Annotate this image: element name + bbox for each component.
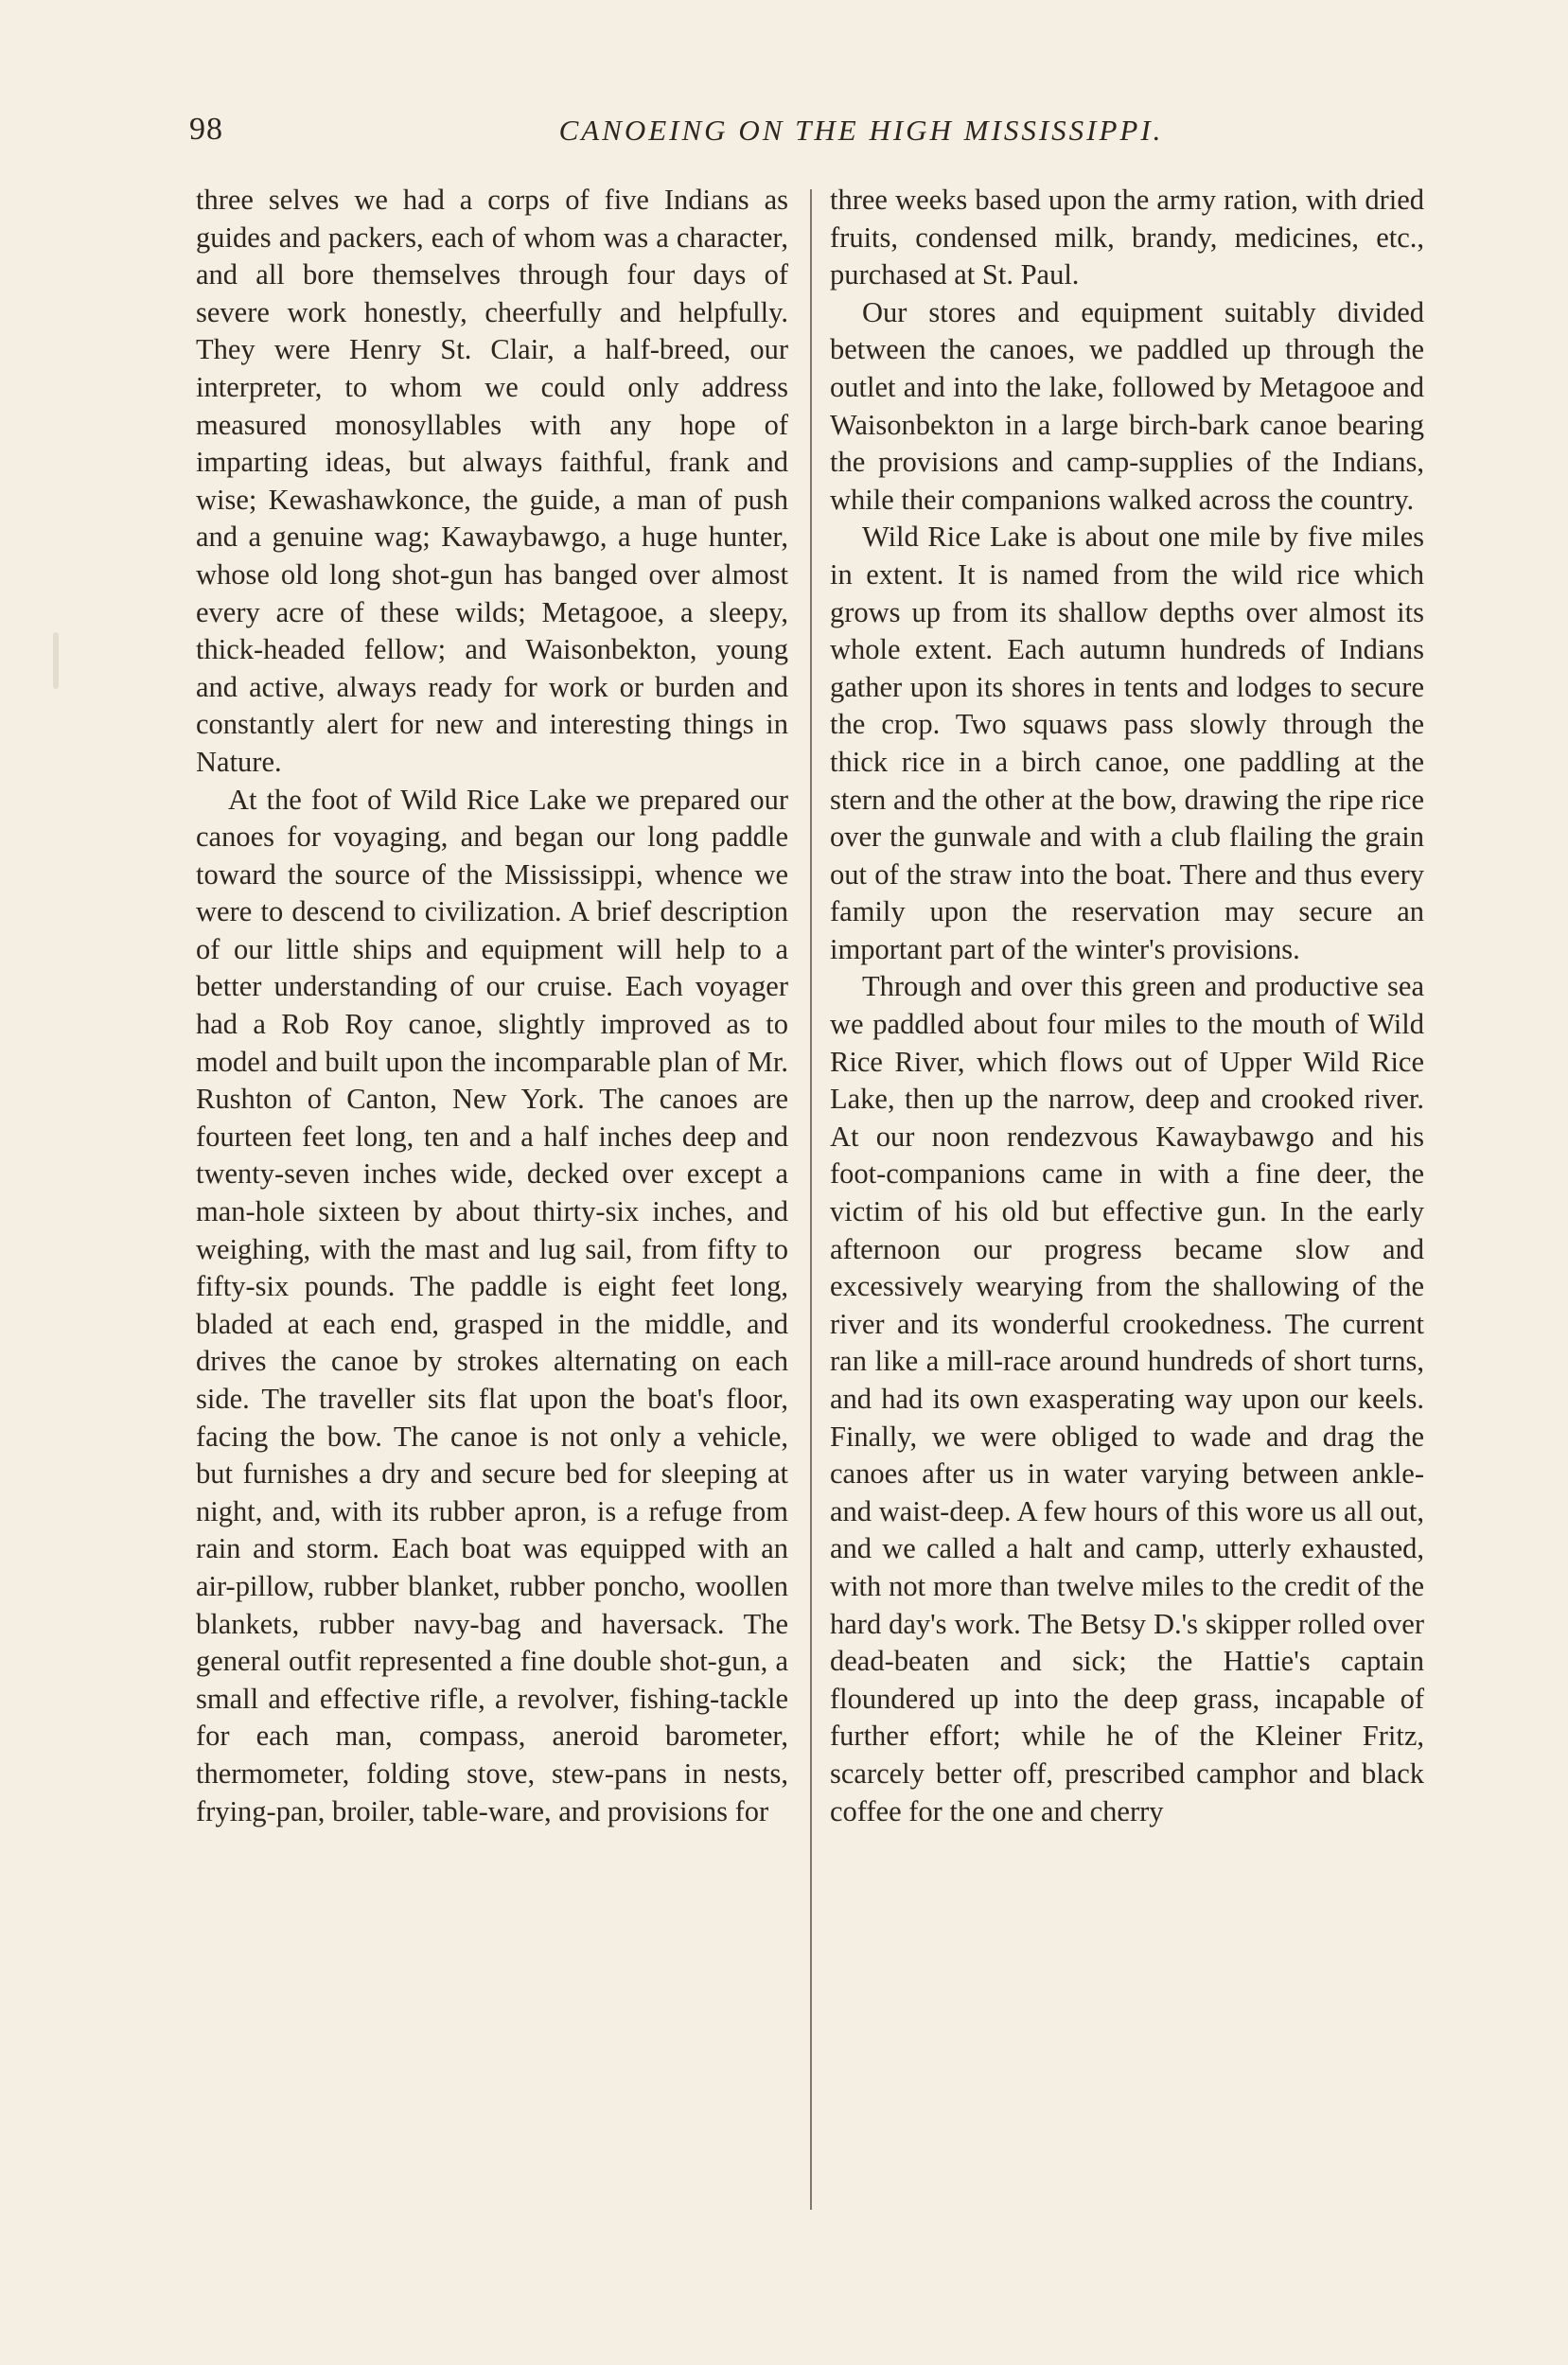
paragraph: At the foot of Wild Rice Lake we prepared our canoes for voyaging, and began our long paddle toward the source of the Mississippi, whence we were to descend to civilization. A brief description of our little ships and equipment will help to a better understanding of our cruise. Each voyager had a Rob Roy canoe, slightly improved as to model and built upon the incomparable plan of Mr. Rushton of Canton, New York. The canoes are fourteen feet long, ten and a half inches deep and twenty-seven inches wide, decked over except a man-hole sixteen by about thirty-six inches, and weighing, with the mast and lug sail, from fifty to fifty-six pounds. The paddle is eight feet long, bladed at each end, grasped in the middle, and drives the canoe by strokes alternating on each side. The traveller sits flat upon the boat's floor, facing the bow. The canoe is not only a vehicle, but furnishes a dry and secure bed for sleeping at night, and, with its rubber apron, is a refuge from rain and storm. Each boat was equipped with an air-pillow, rubber blanket, rubber poncho, woollen blankets, rubber navy-bag and haversack. The general outfit represented a fine double shot-gun, a small and effective rifle, a revolver, fishing-tackle for each man, compass, aneroid barometer, thermometer, folding stove, stew-pans in nests, frying-pan, broiler, table-ware, and provisions for — [196, 783, 788, 1827]
paragraph: three selves we had a corps of five Indians as guides and packers, each of whom was a character, and all bore themselves through four days of severe work honestly, cheerfully and helpfully. They were Henry St. Clair, a half-breed, our interpreter, to whom we could only address measured monosyllables with any hope of imparting ideas, but always faithful, frank and wise; Kewashawkonce, the guide, a man of push and a genuine wag; Kawaybawgo, a huge hunter, whose old long shot-gun has banged over almost every acre of these wilds; Metagooe, a sleepy, thick-headed fellow; and Waisonbekton, young and active, always ready for work or burden and constantly alert for new and interesting things in Nature. — [196, 184, 788, 778]
page-number: 98 — [189, 112, 223, 147]
paragraph: Wild Rice Lake is about one mile by five miles in extent. It is named from the wild rice which grows up from its shallow depths over almost its whole extent. Each autumn hundreds of Indians gather upon its shores in tents and lodges to secure the crop. Two squaws pass slowly through the thick rice in a birch canoe, one paddling at the stern and the other at the bow, drawing the ripe rice over the gunwale and with a club flailing the grain out of the straw into the boat. There and thus every family upon the reservation may secure an important part of the winter's provisions. — [830, 521, 1424, 965]
page-header — [189, 112, 1429, 159]
running-title: CANOEING ON THE HIGH MISSISSIPPI. — [558, 114, 1164, 147]
margin-speck — [53, 632, 59, 689]
paragraph: Through and over this green and productive sea we paddled about four miles to the mouth of Wild Rice River, which flows out of Upper Wild Rice Lake, then up the narrow, deep and crooked river. At our noon rendezvous Kawaybawgo and his foot-companions came in with a fine deer, the victim of his old but effective gun. In the early afternoon our progress became slow and excessively wearying from the shallowing of the river and its wonderful crookedness. The current ran like a mill-race around hundreds of short turns, and had its own exasperating way upon our keels. Finally, we were obliged to wade and drag the canoes after us in water varying between ankle- and waist-deep. A few hours of this wore us all out, and we called a halt and camp, utterly exhausted, with not more than twelve miles to the credit of the hard day's work. The Betsy D.'s skipper rolled over dead-beaten and sick; the Hattie's captain floundered up into the deep grass, incapable of further effort; while he of the Kleiner Fritz, scarcely better off, prescribed camphor and black coffee for the one and cherry — [830, 970, 1424, 1827]
column-divider — [810, 189, 812, 2210]
paragraph: Our stores and equipment suitably divided between the canoes, we paddled up through the outlet and into the lake, followed by Metagooe and Waisonbekton in a large birch-bark canoe bearing the provisions and camp-supplies of the Indians, while their companions walked across the country. — [830, 295, 1424, 516]
left-column — [196, 182, 788, 1830]
right-column — [830, 182, 1424, 1830]
paragraph: three weeks based upon the army ration, with dried fruits, condensed milk, brandy, medicines, etc., purchased at St. Paul. — [830, 184, 1424, 291]
